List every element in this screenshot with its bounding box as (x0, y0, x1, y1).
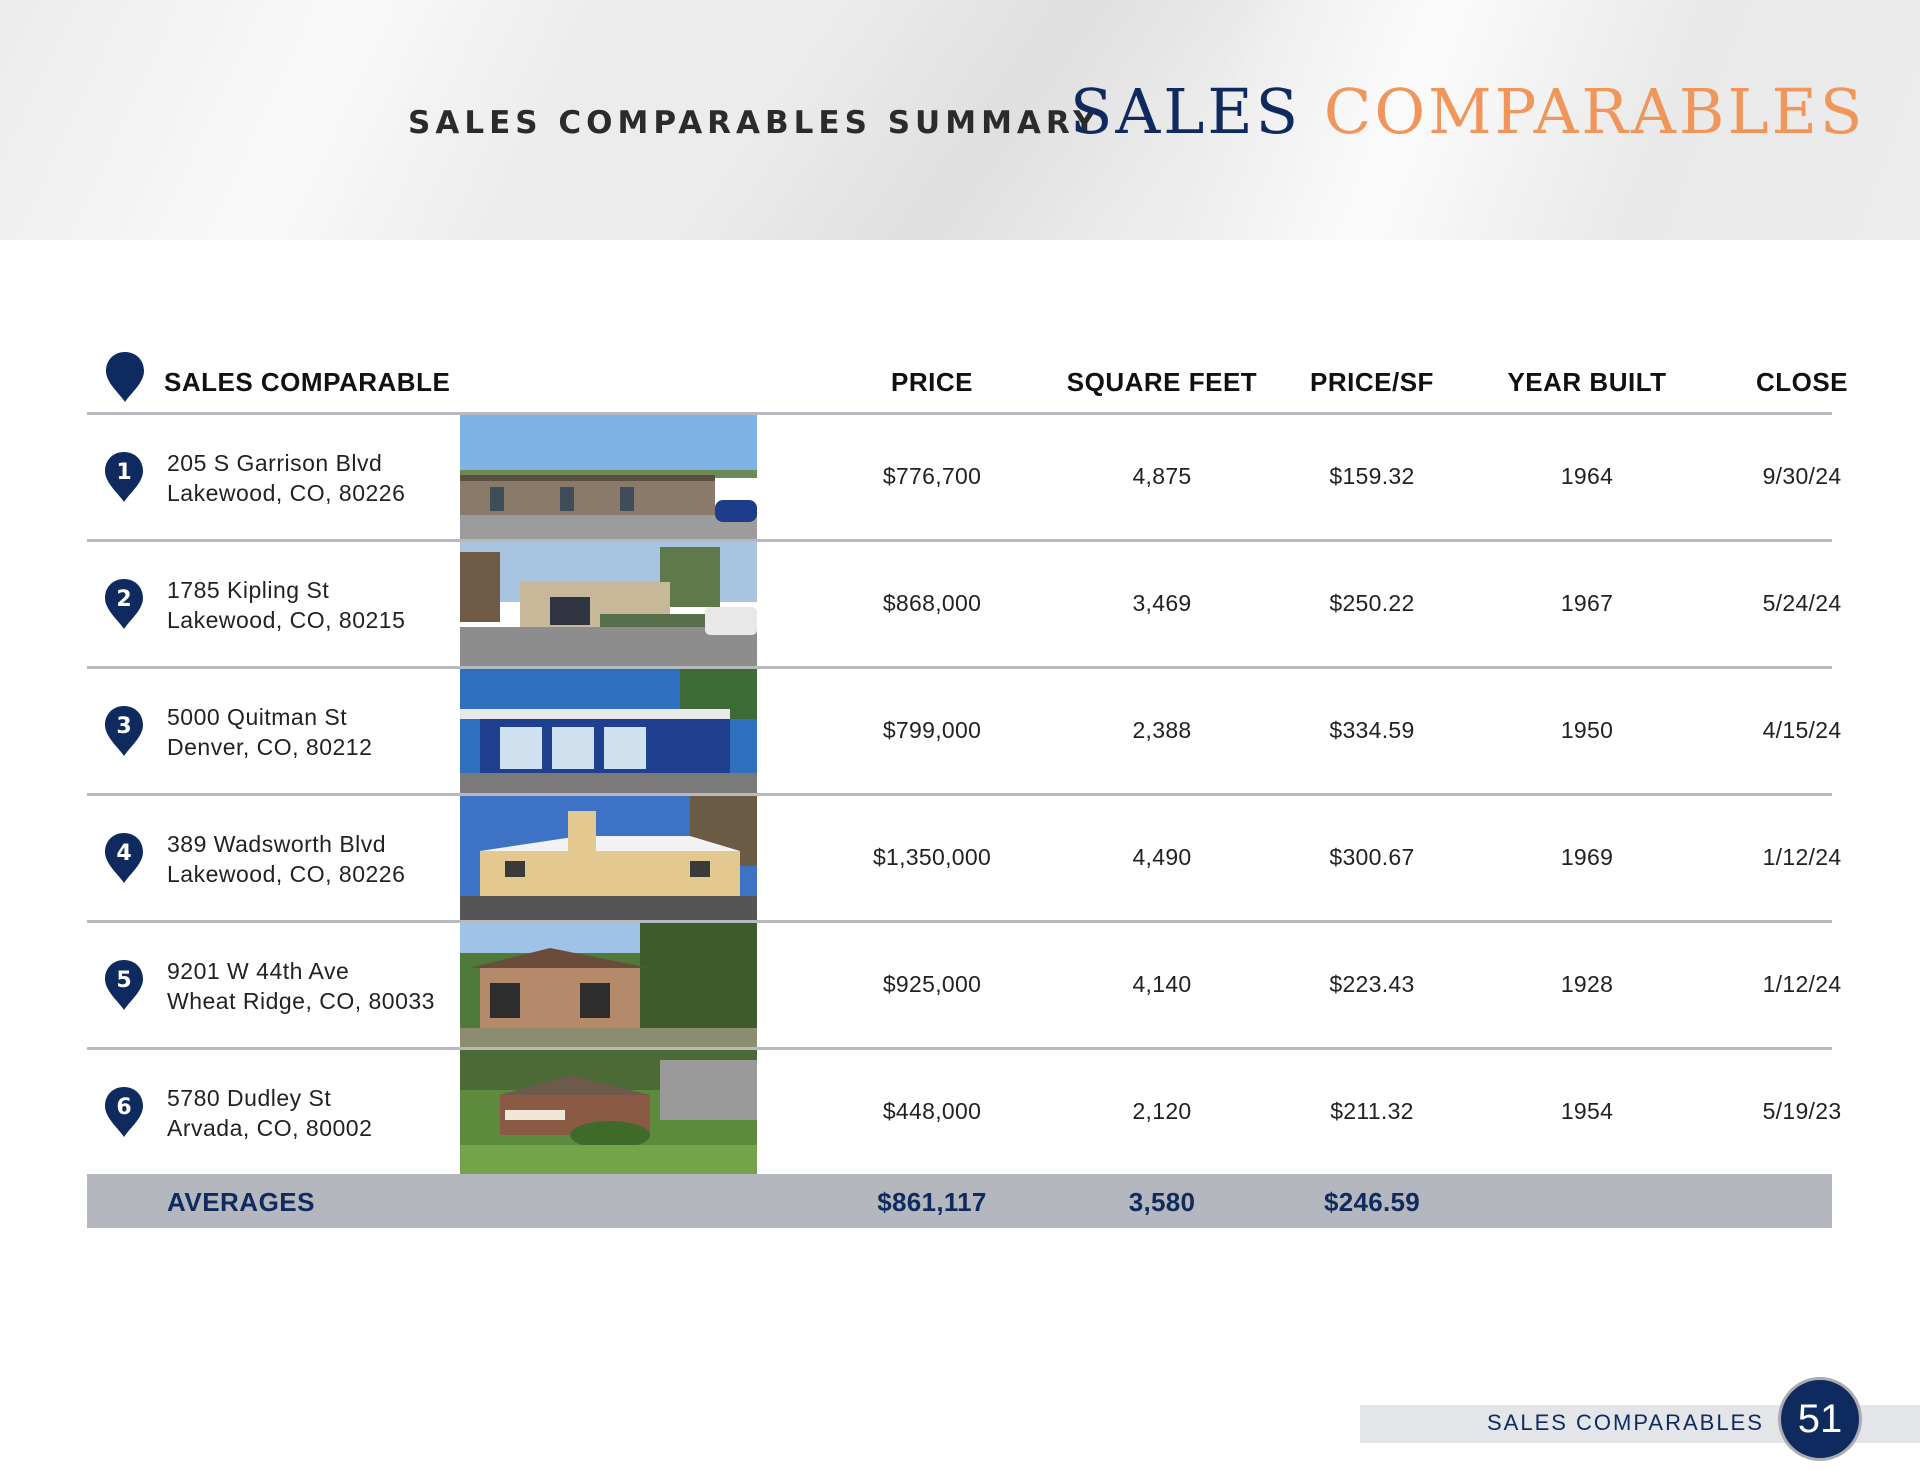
avg-sqft: 3,580 (1128, 1187, 1196, 1217)
property-photo (460, 542, 757, 666)
price-sf-cell: $250.22 (1329, 590, 1415, 616)
property-photo (460, 669, 757, 793)
col-header-square-feet: SQUARE FEET (1066, 367, 1258, 397)
avg-price-sf: $246.59 (1323, 1187, 1421, 1217)
footer-section-label: SALES COMPARABLES (1487, 1410, 1764, 1435)
year-built-cell: 1954 (1560, 1098, 1614, 1124)
sqft-cell: 4,490 (1132, 844, 1192, 870)
avg-price: $861,117 (877, 1187, 987, 1217)
pin-number: 1 (116, 460, 132, 485)
page-number: 51 (1778, 1377, 1862, 1461)
address (167, 829, 405, 889)
price-sf-cell: $223.43 (1329, 971, 1415, 997)
col-header-price: PRICE (891, 367, 973, 397)
year-built-cell: 1950 (1560, 717, 1614, 743)
price-sf-cell: $334.59 (1329, 717, 1415, 743)
number-pin-icon (103, 577, 145, 631)
address-city: Denver, CO, 80212 (167, 734, 373, 760)
averages-row (87, 1174, 1832, 1228)
number-pin-icon (103, 704, 145, 758)
header-title (1070, 72, 1865, 152)
table-row (87, 415, 1842, 542)
property-photo (460, 796, 757, 920)
sqft-cell: 3,469 (1132, 590, 1192, 616)
sqft-cell: 4,140 (1132, 971, 1192, 997)
pin-number: 3 (116, 714, 132, 739)
address-street: 205 S Garrison Blvd (167, 450, 383, 476)
col-header-close: CLOSE (1755, 367, 1849, 397)
close-cell: 1/12/24 (1762, 971, 1842, 997)
header-subtitle: SALES COMPARABLES SUMMARY (408, 105, 1101, 141)
pin-number: 6 (116, 1095, 132, 1120)
year-built-cell: 1967 (1560, 590, 1614, 616)
table-row (87, 669, 1842, 796)
header-banner (0, 0, 1920, 240)
address-city: Wheat Ridge, CO, 80033 (167, 988, 435, 1014)
col-header-comparable: SALES COMPARABLE (164, 367, 451, 397)
address (167, 448, 405, 508)
pin-number: 5 (116, 968, 132, 993)
close-cell: 4/15/24 (1762, 717, 1842, 743)
address-street: 389 Wadsworth Blvd (167, 831, 387, 857)
comparables-table (87, 350, 1849, 1228)
number-pin-icon (103, 958, 145, 1012)
table-row (87, 1050, 1842, 1174)
address-city: Lakewood, CO, 80226 (167, 480, 406, 506)
price-sf-cell: $159.32 (1329, 463, 1415, 489)
property-photo (460, 923, 757, 1047)
header-title-word-2: COMPARABLES (1323, 75, 1866, 148)
price-cell: $925,000 (882, 971, 982, 997)
address-city: Arvada, CO, 80002 (167, 1115, 373, 1141)
property-photo (460, 415, 757, 539)
property-photo (460, 1050, 757, 1174)
sqft-cell: 2,388 (1132, 717, 1192, 743)
table-header (87, 350, 1849, 412)
year-built-cell: 1969 (1560, 844, 1614, 870)
table-row (87, 923, 1842, 1050)
number-pin-icon (103, 831, 145, 885)
pin-number: 4 (116, 841, 132, 866)
address (167, 1083, 372, 1143)
pin-number: 2 (116, 587, 132, 612)
address-city: Lakewood, CO, 80226 (167, 861, 406, 887)
price-cell: $776,700 (882, 463, 982, 489)
address (167, 702, 372, 762)
address (167, 575, 405, 635)
address (167, 956, 435, 1016)
address-street: 5000 Quitman St (167, 704, 348, 730)
price-cell: $799,000 (882, 717, 982, 743)
sqft-cell: 4,875 (1132, 463, 1192, 489)
price-cell: $868,000 (882, 590, 982, 616)
close-cell: 1/12/24 (1762, 844, 1842, 870)
price-cell: $448,000 (882, 1098, 982, 1124)
year-built-cell: 1964 (1560, 463, 1614, 489)
close-cell: 5/19/23 (1762, 1098, 1842, 1124)
address-street: 1785 Kipling St (167, 577, 330, 603)
close-cell: 9/30/24 (1762, 463, 1842, 489)
year-built-cell: 1928 (1560, 971, 1614, 997)
price-sf-cell: $300.67 (1329, 844, 1415, 870)
location-pin-icon (104, 350, 146, 404)
price-cell: $1,350,000 (872, 844, 992, 870)
address-street: 9201 W 44th Ave (167, 958, 350, 984)
address-city: Lakewood, CO, 80215 (167, 607, 406, 633)
header-title-word-1: SALES (1070, 75, 1302, 148)
address-street: 5780 Dudley St (167, 1085, 332, 1111)
sqft-cell: 2,120 (1132, 1098, 1192, 1124)
table-row (87, 542, 1842, 669)
number-pin-icon (103, 450, 145, 504)
averages-label: AVERAGES (167, 1187, 315, 1217)
number-pin-icon (103, 1085, 145, 1139)
col-header-price-sf: PRICE/SF (1310, 367, 1434, 397)
table-row (87, 796, 1842, 923)
close-cell: 5/24/24 (1762, 590, 1842, 616)
col-header-year-built: YEAR BUILT (1507, 367, 1667, 397)
price-sf-cell: $211.32 (1330, 1098, 1414, 1124)
